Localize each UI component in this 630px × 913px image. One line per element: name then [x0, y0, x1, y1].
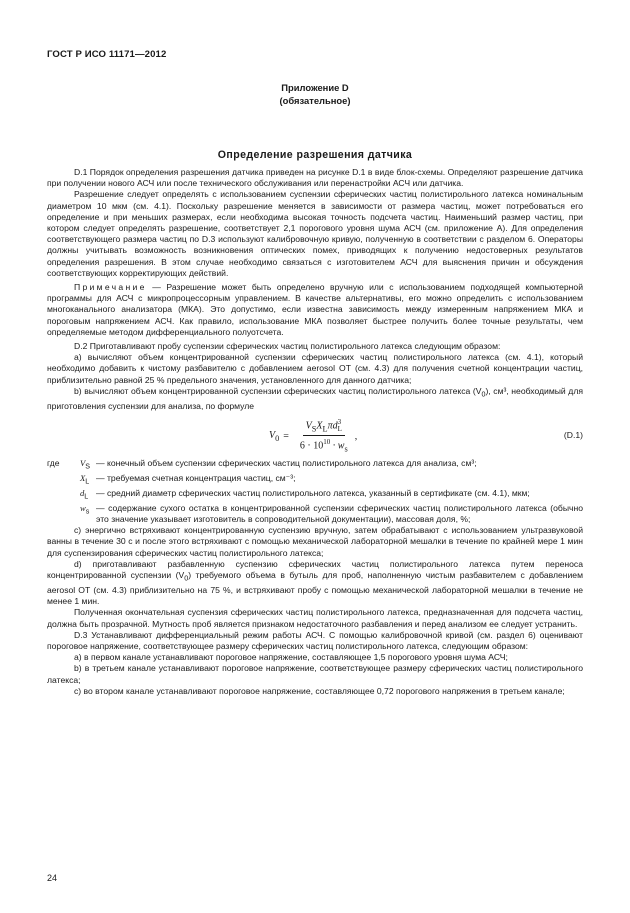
note-text: — Разрешение может быть определено вручную или с использованием подходящей компьютерной программы для АСЧ с микропроцессорным управлением. В качестве альтернативы, его можно определить с использованием многоканального анализатора (МКА). Это допустимо, если известна зависимость между измеренным напряжением МКА и пороговым напряжением АСЧ. Как правило, использование МКА позволяет быстрее получить более точные результаты, чем определяемые методом дифференциального полуотсчета.: [47, 282, 583, 337]
paragraph-d3-c: c) во втором канале устанавливают пороговое напряжение, составляющее 0,72 порогового напряжения в третьем канале;: [74, 685, 565, 696]
formula-d1: [47, 417, 583, 455]
definition-text: — конечный объем суспензии сферических частиц полистирольного латекса для анализа, см³;: [96, 457, 477, 468]
standard-header: ГОСТ Р ИСО 11171—2012: [47, 49, 167, 60]
paragraph-d2-a: a) вычисляют объем концентрированной суспензии сферических частиц полистирольного латекса (см. 4.1), который необходимо добавить к чистому разбавителю с добавлением aerosol ОТ (см. 4.3) для получения счетной концентрации частиц, приблизительно равной 25 % предельного значения, установленного для данного датчика;: [47, 352, 583, 385]
section-title: Определение разрешения датчика: [217, 149, 413, 161]
d2-d-subscript: 0: [184, 574, 189, 583]
definitions-list: [47, 458, 583, 525]
definition-lead: [47, 473, 80, 488]
formula-numerator: $V_SX_L\pi d$ 3 L: [303, 419, 345, 437]
definition-lead: где: [47, 457, 60, 468]
formula-number: (D.1): [563, 429, 583, 440]
paragraph-d3-intro: D.3 Устанавливают дифференциальный режим работы АСЧ. С помощью калибровочной кривой (см. раздел 6) оценивают пороговое напряжение, соответствующее размеру сферических частиц полистирольного латекса, следующим образом:: [47, 629, 583, 651]
formula-expression: [269, 419, 357, 455]
paragraph-d1-intro: D.1 Порядок определения разрешения датчика приведен на рисунке D.1 в виде блок-схемы. Определяют разрешение датчика при получении нового АСЧ или после технического обслуживания или перенастройки АСЧ или датчика.: [47, 167, 583, 189]
page-number: 24: [47, 873, 58, 883]
definition-text: — содержание сухого остатка в концентрированной суспензии сферических частиц полистирольного латекса (обычно это значение указывает изготовитель в сопроводительной документации), массовая доля, %;: [96, 502, 584, 524]
definition-symbol: $X_L$: [80, 472, 90, 486]
formula-trailing: ,: [354, 431, 358, 443]
d2-d-text-end: ) требуемого объема в бутыль для проб, наполненную чистым разбавителем с добавлением aerosol ОТ (см. 4.3) приблизительно на 75 %, и встряхивают пробу с помощью механической лабораторной мешалки в течение не менее 1 мин.: [47, 569, 583, 607]
body-text: [47, 167, 583, 697]
paragraph-d2-b: [47, 386, 583, 412]
d2-b-subscript: 0: [481, 390, 486, 399]
paragraph-d2-c: c) энергично встряхивают концентрированную суспензию вручную, затем обрабатывают с использованием ультразвуковой ванны в течение 30 с и после этого встряхивают с помощью механической лабораторной мешалки в течение по крайней мере 1 мин для суспензирования сферических частиц полистирольного латекса;: [47, 525, 583, 558]
formula-lhs: $V_0$: [269, 429, 280, 443]
paragraph-d3-a: a) в первом канале устанавливают пороговое напряжение, составляющее 1,5 порогового уровня шума АСЧ;: [74, 652, 508, 663]
definition-symbol: $V_S$: [80, 457, 91, 471]
formula-denominator: $6 \cdot 10^{10} \cdot w_s$: [299, 438, 348, 454]
annex-status: (обязательное): [279, 95, 351, 106]
definition-text: — средний диаметр сферических частиц полистирольного латекса, указанный в сертификате (см. 4.1), мкм;: [96, 487, 530, 498]
note-paragraph: [47, 282, 583, 338]
definition-text: — требуемая счетная концентрация частиц, см⁻³;: [96, 472, 296, 483]
paragraph-d2-d: [47, 559, 583, 608]
paragraph-d3-b: b) в третьем канале устанавливают пороговое напряжение, соответствующее размеру сферических частиц полистирольного латекса;: [47, 663, 583, 685]
formula-equals: =: [283, 431, 289, 443]
d2-b-text: b) вычисляют объем концентрированной суспензии сферических частиц полистирольного латекса (V: [74, 385, 482, 396]
definition-lead: [47, 488, 80, 503]
note-label: Примечание: [74, 282, 147, 293]
d2-b-text-end: ), см³, необходимый для приготовления суспензии для анализа, по формуле: [47, 385, 583, 411]
definition-symbol: $w_s$: [80, 502, 90, 516]
paragraph-d1-resolution: Разрешение следует определять с использованием суспензии сферических частиц полистирольного латекса номинальным диаметром 10 мкм (см. 4.1). Поскольку разрешение меняется в зависимости от размера частиц, может потребоваться его определение и при меньших размерах, если необходима высокая точность подсчета частиц. Наименьший размер частиц, при котором следует определять разрешение, соответствует 2,1 порогового уровня шума АСЧ (см. приложение А). Для определения соответствующего размера частиц по D.3 используют калибровочную кривую, полученную в соответствии с разделом 6. Операторы должны учитывать возможность возникновения оптических помех, приводящих к получению недостоверных результатов определения разрешения. В этом случае необходимо связаться с изготовителем АСЧ для выяснения причин и обсуждения соответствующих корректирующих действий.: [47, 189, 583, 278]
definition-symbol: $d_L$: [80, 487, 89, 501]
formula-fraction: [297, 419, 351, 455]
definition-lead: [47, 503, 80, 525]
d2-d-text: d) приготавливают разбавленную суспензию сферических частиц полистирольного латекса путем переноса концентрированной суспензии (V: [47, 558, 583, 580]
paragraph-d2-intro: D.2 Приготавливают пробу суспензии сферических частиц полистирольного латекса следующим образом:: [74, 341, 501, 352]
paragraph-final-suspension: Полученная окончательная суспензия сферических частиц полистирольного латекса, предназначенная для подсчета частиц, должна быть прозрачной. Мутность проб является признаком недостаточного разбавления и перед анализом ее следует устранить.: [47, 607, 583, 629]
annex-title: Приложение D: [281, 82, 349, 93]
